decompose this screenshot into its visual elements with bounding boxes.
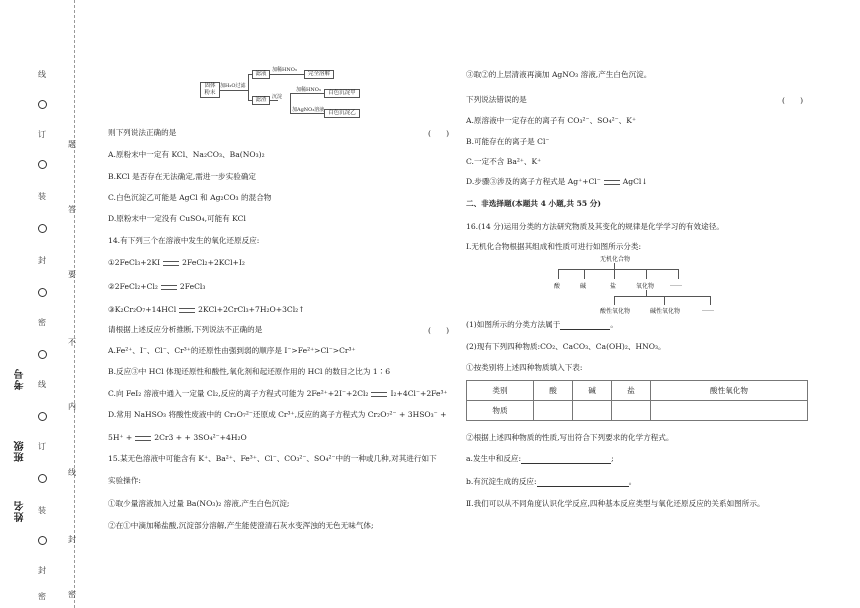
q14-option-b: B.反应③中 HCl 体现还原性和酸性,氧化剂和起还原作用的 HCl 的数目之比为 1∶6 — [108, 367, 391, 376]
q15-stem: 15.某无色溶液中可能含有 K⁺、Ba²⁺、Fe³⁺、Cl⁻、CO₃²⁻、SO₄²⁻中的一种或几种,对其进行如下 — [108, 454, 437, 463]
q16-stem: 16.(14 分)运用分类的方法研究物质及其变化的规律是化学学习的有效途径。 — [466, 222, 724, 231]
diagram-white2-box: 白色沉淀乙 — [324, 109, 360, 118]
equals-sign — [161, 285, 177, 290]
gutter-char: 密 — [38, 318, 46, 327]
gutter-inner-char: 答 — [68, 205, 76, 214]
reaction-right: 2FeCl₂+2KCl+I₂ — [182, 258, 245, 267]
diagram-precip-label: 沉淀 — [272, 94, 283, 100]
q15-answer-paren: ( ) — [782, 96, 804, 105]
option-text: C.向 FeI₂ 溶液中通入一定量 Cl₂,反应的离子方程式可能为 2Fe²⁺+2I⁻+2Cl₂ — [108, 389, 369, 398]
diagram-branch — [290, 93, 291, 113]
q16-1: (1)如图所示的分类方法属于 。 — [466, 320, 618, 329]
tree-connector — [664, 296, 665, 305]
tree-connector — [710, 296, 711, 305]
q15-option-b: B.可能存在的离子是 Cl⁻ — [466, 137, 550, 146]
q16-2-2: ②根据上述四种物质的性质,写出符合下列要求的化学方程式。 — [466, 433, 674, 442]
q16-2-1: ①按类别将上述四种物质填入下表: — [466, 363, 583, 372]
q14-reaction-2 — [108, 282, 205, 292]
q13-answer-paren: ( ) — [428, 129, 450, 138]
q13-option-a: A.原粉末中一定有 KCl、Na₂CO₃、Ba(NO₃)₂ — [108, 150, 265, 159]
diagram-arrow — [290, 93, 324, 94]
diagram-white1-box: 白色沉淀甲 — [324, 89, 360, 98]
tree-connector — [614, 296, 710, 297]
q14-option-d-line2 — [108, 433, 247, 443]
tree-connector — [646, 269, 647, 279]
diagram-agno3-label: 加AgNO₃溶液 — [292, 107, 325, 113]
question-text: (1)如图所示的分类方法属于 — [466, 320, 561, 329]
diagram-step1-label: 加H₂O过滤 — [220, 83, 246, 89]
reaction-left: ②2FeCl₂+Cl₂ — [108, 282, 158, 291]
gutter-circle — [38, 412, 47, 421]
diagram-hno3-label-2: 加稀HNO₃ — [296, 87, 321, 93]
table-header-cell: 碱 — [573, 381, 612, 401]
q14-answer-paren: ( ) — [428, 326, 450, 335]
diagram-arrow — [220, 90, 248, 91]
gutter-char: 装 — [38, 506, 46, 515]
label-banji: 班级 — [15, 440, 26, 462]
diagram-hno3-label: 加稀HNO₃ — [272, 67, 297, 73]
gutter-char: 线 — [38, 380, 46, 389]
tree-salt: 盐 — [610, 283, 617, 290]
q16-part2: Ⅱ.我们可以从不同角度认识化学反应,四种基本反应类型与氧化还原反应的关系如图所示。 — [466, 499, 765, 508]
binding-line — [74, 0, 75, 608]
gutter-inner-char: 密 — [68, 590, 76, 599]
answer-blank[interactable] — [537, 486, 629, 487]
option-text: D.步骤③涉及的离子方程式是 Ag⁺+Cl⁻ — [466, 177, 601, 186]
tree-connector — [558, 269, 559, 279]
tree-connector — [614, 269, 615, 279]
q13-option-b: B.KCl 是否存在无法确定,需进一步实验确定 — [108, 172, 257, 181]
table-header-row — [467, 381, 808, 401]
equals-sign — [604, 180, 620, 185]
tree-root: 无机化合物 — [600, 256, 631, 263]
diagram-dissolve-box: 完全溶解 — [304, 70, 334, 79]
diagram-arrow — [270, 74, 304, 75]
option-text: 5H⁺ + — [108, 433, 133, 442]
q15-step-3: ③取②的上层清液再滴加 AgNO₃ 溶液,产生白色沉淀。 — [466, 70, 652, 79]
gutter-inner-char: 要 — [68, 270, 76, 279]
classification-table — [466, 380, 808, 421]
diagram-filtrate-box: 滤液 — [252, 70, 270, 79]
gutter-inner-char: 线 — [68, 468, 76, 477]
table-header-cell: 盐 — [612, 381, 651, 401]
option-text: AgCl↓ — [622, 177, 648, 186]
reaction-left: ①2FeCl₃+2KI — [108, 258, 161, 267]
gutter-circle — [38, 224, 47, 233]
table-input-cell[interactable] — [651, 401, 808, 421]
q15-option-c: C.一定不含 Ba²⁺、K⁺ — [466, 157, 542, 166]
q15-option-d — [466, 177, 648, 187]
tree-acid: 酸 — [554, 283, 561, 290]
q15-stem-2: 实验操作: — [108, 476, 141, 485]
q14-question: 请根据上述反应分析推断,下列说法不正确的是 — [108, 325, 263, 334]
gutter-circle — [38, 536, 47, 545]
reaction-right: 2KCl+2CrCl₃+7H₂O+3Cl₂↑ — [198, 305, 305, 314]
gutter-char: 封 — [38, 256, 46, 265]
equals-sign — [163, 261, 179, 266]
q14-stem: 14.有下列三个在溶液中发生的氧化还原反应: — [108, 236, 260, 245]
tree-connector — [678, 269, 679, 279]
label-kaohao: 考号 — [15, 368, 26, 390]
table-cell: 物质 — [467, 401, 534, 421]
q13-stem: 则下列说法正确的是 — [108, 128, 177, 137]
diagram-arrow — [270, 100, 278, 101]
gutter-inner-char: 题 — [68, 140, 76, 149]
table-row — [467, 401, 808, 421]
gutter-circle — [38, 350, 47, 359]
tree-connector — [558, 269, 678, 270]
equals-sign — [179, 308, 195, 313]
table-input-cell[interactable] — [573, 401, 612, 421]
q16-a: a.发生中和反应: ; — [466, 454, 614, 463]
q14-reaction-3 — [108, 305, 305, 315]
gutter-char: 封 — [38, 566, 46, 575]
gutter-char: 订 — [38, 130, 46, 139]
q16-2: (2)现有下列四种物质:CO₂、CaCO₃、Ca(OH)₂、HNO₃。 — [466, 342, 666, 351]
diagram-residue-box: 滤渣 — [252, 96, 270, 105]
gutter-char: 密 — [38, 592, 46, 601]
tree-dots-2: …… — [702, 306, 714, 313]
reaction-left: ③K₂Cr₂O₇+14HCl — [108, 305, 177, 314]
tree-oxide: 氧化物 — [636, 283, 655, 290]
section-2-heading: 二、非选择题(本题共 4 小题,共 55 分) — [466, 199, 601, 208]
equals-sign — [135, 436, 151, 441]
tree-base: 碱 — [580, 283, 587, 290]
gutter-circle — [38, 288, 47, 297]
answer-blank[interactable] — [521, 463, 611, 464]
q13-option-d: D.原粉末中一定没有 CuSO₄,可能有 KCl — [108, 214, 246, 223]
gutter-circle — [38, 474, 47, 483]
q14-option-d-line1: D.常用 NaHSO₃ 将酸性废液中的 Cr₂O₇²⁻还原成 Cr³⁺,反应的离子方程式为 Cr₂O₇²⁻ + 3HSO₃⁻ + — [108, 410, 447, 419]
tree-dots: …… — [670, 281, 682, 288]
q16-part1: Ⅰ.无机化合物根据其组成和性质可进行如图所示分类: — [466, 242, 642, 251]
table-header-cell: 酸性氧化物 — [651, 381, 808, 401]
option-text: 2Cr3 + + 3SO₄²⁻+4H₂O — [154, 433, 247, 442]
diagram-start-box: 固体粉末 — [200, 82, 220, 98]
gutter-char: 订 — [38, 442, 46, 451]
gutter-inner-char: 不 — [68, 338, 76, 347]
tree-connector — [614, 296, 615, 305]
table-header-cell: 酸 — [534, 381, 573, 401]
q14-option-c — [108, 389, 448, 399]
q14-reaction-1 — [108, 258, 245, 268]
tree-basic-oxide: 碱性氧化物 — [650, 308, 681, 315]
q15-option-a: A.原溶液中一定存在的离子有 CO₃²⁻、SO₄²⁻、K⁺ — [466, 116, 636, 125]
tree-acid-oxide: 酸性氧化物 — [600, 308, 631, 315]
q15-step-2: ②在①中滴加稀盐酸,沉淀部分溶解,产生能使澄清石灰水变浑浊的无色无味气体; — [108, 521, 374, 530]
q15-step-1: ①取少量溶液加入过量 Ba(NO₃)₂ 溶液,产生白色沉淀; — [108, 499, 290, 508]
gutter-inner-char: 内 — [68, 402, 76, 411]
gutter-circle — [38, 160, 47, 169]
question-text: a.发生中和反应: — [466, 454, 522, 463]
gutter-char: 线 — [38, 70, 46, 79]
table-input-cell[interactable] — [534, 401, 573, 421]
q14-option-a: A.Fe²⁺、I⁻、Cl⁻、Cr³⁺的还原性由强到弱的顺序是 I⁻>Fe²⁺>Cl⁻>Cr³⁺ — [108, 346, 356, 355]
reaction-right: 2FeCl₃ — [179, 282, 206, 291]
q16-b: b.有沉淀生成的反应: 。 — [466, 477, 637, 486]
gutter-char: 装 — [38, 192, 46, 201]
q13-option-c: C.白色沉淀乙可能是 AgCl 和 Ag₂CO₃ 的混合物 — [108, 193, 272, 202]
answer-blank[interactable] — [560, 329, 610, 330]
diagram-branch — [248, 74, 249, 100]
tree-connector — [584, 269, 585, 279]
table-input-cell[interactable] — [612, 401, 651, 421]
table-header-cell: 类别 — [467, 381, 534, 401]
equals-sign — [371, 392, 387, 397]
q15-question: 下列说法错误的是 — [466, 95, 527, 104]
gutter-circle — [38, 100, 47, 109]
diagram-arrow — [290, 113, 324, 114]
option-text: I₂+4Cl⁻+2Fe³⁺ — [390, 389, 448, 398]
question-text: b.有沉淀生成的反应: — [466, 477, 537, 486]
label-xingming: 姓名 — [15, 500, 26, 522]
gutter-inner-char: 封 — [68, 535, 76, 544]
